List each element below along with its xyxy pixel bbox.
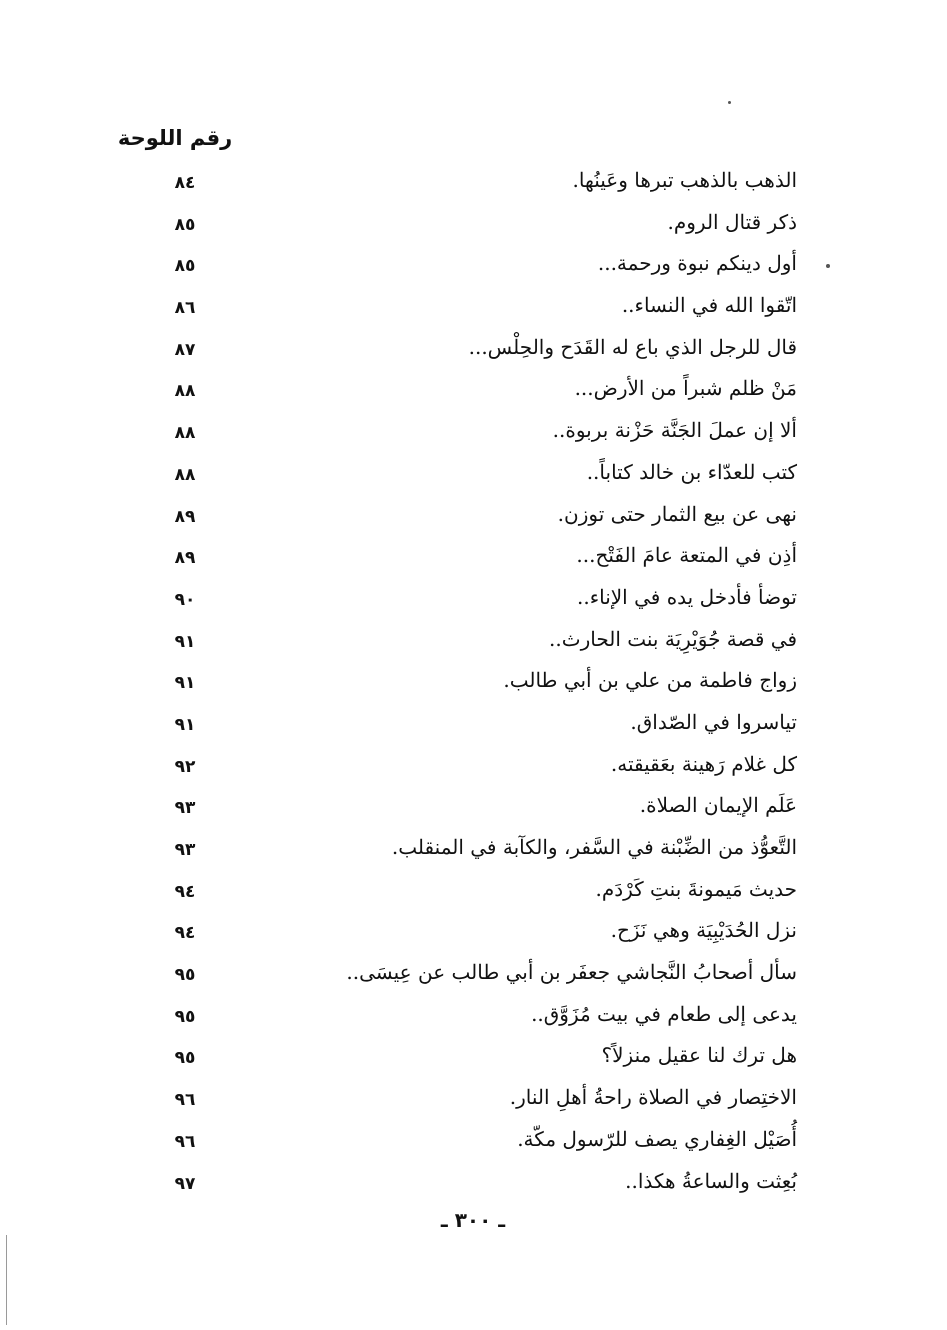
entry-plate-number: ٨٧ bbox=[174, 339, 196, 360]
entry-title: كتب للعدّاء بن خالد كتاباً.. bbox=[586, 459, 797, 484]
entry-title: أُصَيْل الغِفاري يصف للرّسول مكّة. bbox=[517, 1126, 797, 1151]
entry-title: ألا إن عملَ الجَنَّة حَزْنة بربوة.. bbox=[552, 418, 797, 443]
entry-plate-number: ٩٦ bbox=[174, 1090, 196, 1111]
index-entry-row bbox=[0, 159, 947, 201]
entry-plate-number: ٩١ bbox=[174, 714, 196, 735]
entry-plate-number: ٩٦ bbox=[174, 1131, 196, 1152]
entry-title: الاختِصار في الصلاة راحةُ أهلِ النار. bbox=[509, 1085, 797, 1110]
page-number: ـ ٣٠٠ ـ bbox=[440, 1208, 506, 1232]
index-entry-row bbox=[0, 826, 947, 868]
entry-plate-number: ٩٥ bbox=[174, 1006, 196, 1027]
index-entry-row bbox=[0, 493, 947, 535]
entry-title: في قصة جُوَيْرِيَة بنت الحارث.. bbox=[549, 626, 797, 651]
entry-title: نزل الحُدَيْبِيَة وهي نَزَح. bbox=[610, 918, 797, 943]
entry-title: أول دينكم نبوة ورحمة... bbox=[597, 251, 797, 276]
plate-column-header: رقم اللوحة bbox=[117, 126, 233, 150]
entry-plate-number: ٨٥ bbox=[174, 214, 196, 235]
entry-plate-number: ٨٨ bbox=[174, 423, 196, 444]
entry-plate-number: ٩٠ bbox=[174, 589, 196, 610]
index-entry-row bbox=[0, 659, 947, 701]
entry-title: كل غلام رَهينة بعَقيقته. bbox=[610, 751, 797, 776]
entry-title: اتّقوا الله في النساء.. bbox=[621, 293, 797, 318]
index-entry-row bbox=[0, 1160, 947, 1202]
entry-title: حديث مَيمونةَ بنتِ كَرْدَم. bbox=[595, 876, 797, 901]
index-entry-row bbox=[0, 451, 947, 493]
entry-plate-number: ٩٣ bbox=[174, 840, 196, 860]
entry-plate-number: ٨٨ bbox=[174, 464, 196, 485]
entry-title: التَّعوُّذ من الضِّبْنة في السَّفر، والكآبة في المنقلب. bbox=[391, 835, 797, 859]
entry-plate-number: ٩٢ bbox=[174, 756, 196, 777]
entry-title: أذِن في المتعة عامَ الفَتْح... bbox=[576, 543, 797, 568]
index-entry-row bbox=[0, 284, 947, 326]
scan-speck bbox=[728, 101, 731, 104]
entry-title: بُعِثت والساعةُ هكذا.. bbox=[625, 1168, 797, 1193]
index-list bbox=[0, 159, 947, 1201]
index-entry-row bbox=[0, 993, 947, 1035]
entry-title: تياسروا في الصّداق. bbox=[630, 709, 797, 734]
entry-plate-number: ٨٤ bbox=[174, 173, 196, 193]
entry-plate-number: ٩١ bbox=[174, 673, 196, 694]
index-entry-row bbox=[0, 201, 947, 243]
entry-plate-number: ٨٩ bbox=[174, 506, 196, 527]
index-entry-row bbox=[0, 951, 947, 993]
index-entry-row bbox=[0, 784, 947, 826]
entry-plate-number: ٩١ bbox=[174, 631, 196, 652]
index-entry-row bbox=[0, 576, 947, 618]
entry-title: ذكر قتال الروم. bbox=[667, 209, 797, 234]
entry-title: يدعى إلى طعام في بيت مُزَوَّق.. bbox=[531, 1001, 797, 1026]
entry-title: نهى عن بيع الثمار حتى توزن. bbox=[557, 501, 797, 526]
index-entry-row bbox=[0, 618, 947, 660]
index-entry-row bbox=[0, 701, 947, 743]
entry-plate-number: ٨٨ bbox=[174, 381, 196, 402]
index-entry-row bbox=[0, 868, 947, 910]
index-entry-row bbox=[0, 1034, 947, 1076]
index-entry-row bbox=[0, 743, 947, 785]
entry-title: هل ترك لنا عقيل منزلاً؟ bbox=[601, 1043, 797, 1068]
index-entry-row bbox=[0, 326, 947, 368]
entry-plate-number: ٩٥ bbox=[174, 965, 196, 986]
entry-plate-number: ٩٥ bbox=[174, 1048, 196, 1069]
index-entry-row bbox=[0, 409, 947, 451]
scan-edge-line bbox=[6, 1235, 7, 1325]
index-entry-row bbox=[0, 1076, 947, 1118]
index-entry-row bbox=[0, 909, 947, 951]
entry-title: زواج فاطمة من علي بن أبي طالب. bbox=[503, 668, 797, 693]
entry-plate-number: ٨٦ bbox=[174, 298, 196, 319]
entry-plate-number: ٩٤ bbox=[174, 923, 196, 944]
entry-title: قال للرجل الذي باع له القَدَح والحِلْس... bbox=[468, 334, 797, 359]
scan-speck bbox=[826, 264, 830, 268]
index-entry-row bbox=[0, 242, 947, 284]
entry-plate-number: ٩٤ bbox=[174, 881, 196, 902]
entry-title: الذهب بالذهب تبرها وعَينُها. bbox=[572, 168, 797, 192]
entry-plate-number: ٩٧ bbox=[174, 1173, 196, 1194]
index-entry-row bbox=[0, 1118, 947, 1160]
index-entry-row bbox=[0, 367, 947, 409]
index-entry-row bbox=[0, 534, 947, 576]
entry-title: عَلَم الإيمان الصلاة. bbox=[639, 793, 797, 818]
entry-plate-number: ٨٩ bbox=[174, 548, 196, 569]
entry-title: سأل أصحابُ النَّجاشي جعفَر بن أبي طالب عن عِيسَى.. bbox=[346, 960, 797, 985]
entry-plate-number: ٨٥ bbox=[174, 256, 196, 277]
entry-title: مَنْ ظلم شبراً من الأرض... bbox=[574, 376, 797, 401]
entry-title: توضأ فأدخل يده في الإناء.. bbox=[577, 584, 797, 609]
entry-plate-number: ٩٣ bbox=[174, 798, 196, 819]
